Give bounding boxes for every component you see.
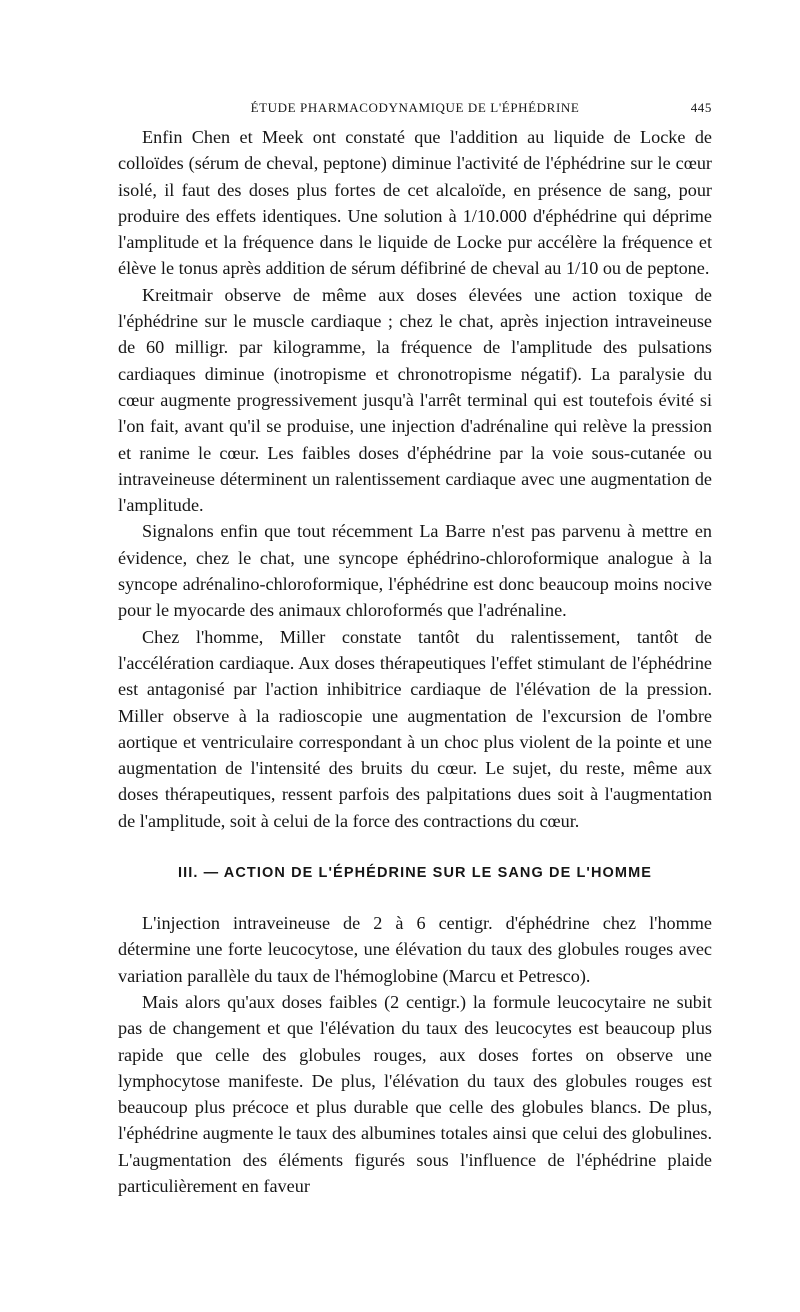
running-head [118,100,712,122]
paragraph-la-barre: Signalons enfin que tout récemment La Barre n'est pas parvenu à mettre en évidence, chez le chat, une syncope éphédrino-chloroformique analogue à la syncope adrénalino-chloroformique, l'éphédrine est donc beaucoup moins nocive pour le myocarde des animaux chloroformés que l'adrénaline. [118,521,712,621]
paragraph-chen-meek: Enfin Chen et Meek ont constaté que l'addition au liquide de Locke de colloïdes (sérum de cheval, peptone) diminue l'activité de l'éphédrine sur le cœur isolé, il faut des doses plus fortes de cet alcaloïde, en présence de sang, pour produire des effets identiques. Une solution à 1/10.000 d'éphédrine qui déprime l'amplitude et la fréquence dans le liquide de Locke pur accélère la fréquence et élève le tonus après addition de sérum défibriné de cheval au 1/10 ou de peptone. [118,127,712,279]
running-title: ÉTUDE PHARMACODYNAMIQUE DE L'ÉPHÉDRINE [250,100,580,115]
paragraph-injection: L'injection intraveineuse de 2 à 6 centigr. d'éphédrine chez l'homme détermine une forte leucocytose, une élévation du taux des globules rouges avec variation parallèle du taux de l'hémoglobine (Marcu et Petresco). [118,913,712,986]
paragraph-miller: Chez l'homme, Miller constate tantôt du ralentissement, tantôt de l'accélération cardiaque. Aux doses thérapeutiques l'effet stimulant de l'éphédrine est antagonisé par l'action inhibitrice cardiaque de l'élévation de la pression. Miller observe à la radioscopie une augmentation de l'excursion de l'ombre aortique et ventriculaire correspondant à un choc plus violent de la pointe et une augmentation de l'intensité des bruits du cœur. Le sujet, du reste, même aux doses thérapeutiques, ressent parfois des palpitations dues soit à l'augmentation de l'amplitude, soit à celui de la force des contractions du cœur. [118,626,712,831]
body-text [118,124,712,1199]
section-heading: III. — ACTION DE L'ÉPHÉDRINE SUR LE SANG DE L'HOMME [177,865,653,882]
paragraph-doses: Mais alors qu'aux doses faibles (2 centigr.) la formule leucocytaire ne subit pas de changement et que l'élévation du taux des leucocytes est beaucoup plus rapide que celle des globules rouges, aux doses fortes on observe une lymphocytose manifeste. De plus, l'élévation du taux des globules rouges est beaucoup plus précoce et plus durable que celle des globules blancs. De plus, l'éphédrine augmente le taux des albumines totales ainsi que celui des globulines. L'augmentation des éléments figurés sous l'influence de l'éphédrine plaide particulièrement en faveur [118,991,712,1196]
paragraph-kreitmair: Kreitmair observe de même aux doses élevées une action toxique de l'éphédrine sur le muscle cardiaque ; chez le chat, après injection intraveineuse de 60 milligr. par kilogramme, la fréquence de l'amplitude des pulsations cardiaques diminue (inotropisme et chronotropisme négatif). La paralysie du cœur augmente progressivement jusqu'à l'arrêt terminal qui est toutefois évité si l'on fait, avant qu'il se produise, une injection d'adrénaline qui relève la pression et ranime le cœur. Les faibles doses d'éphédrine par la voie sous-cutanée ou intraveineuse déterminent un ralentissement cardiaque avec une augmentation de l'amplitude. [118,284,712,516]
page-number: 445 [690,100,712,115]
